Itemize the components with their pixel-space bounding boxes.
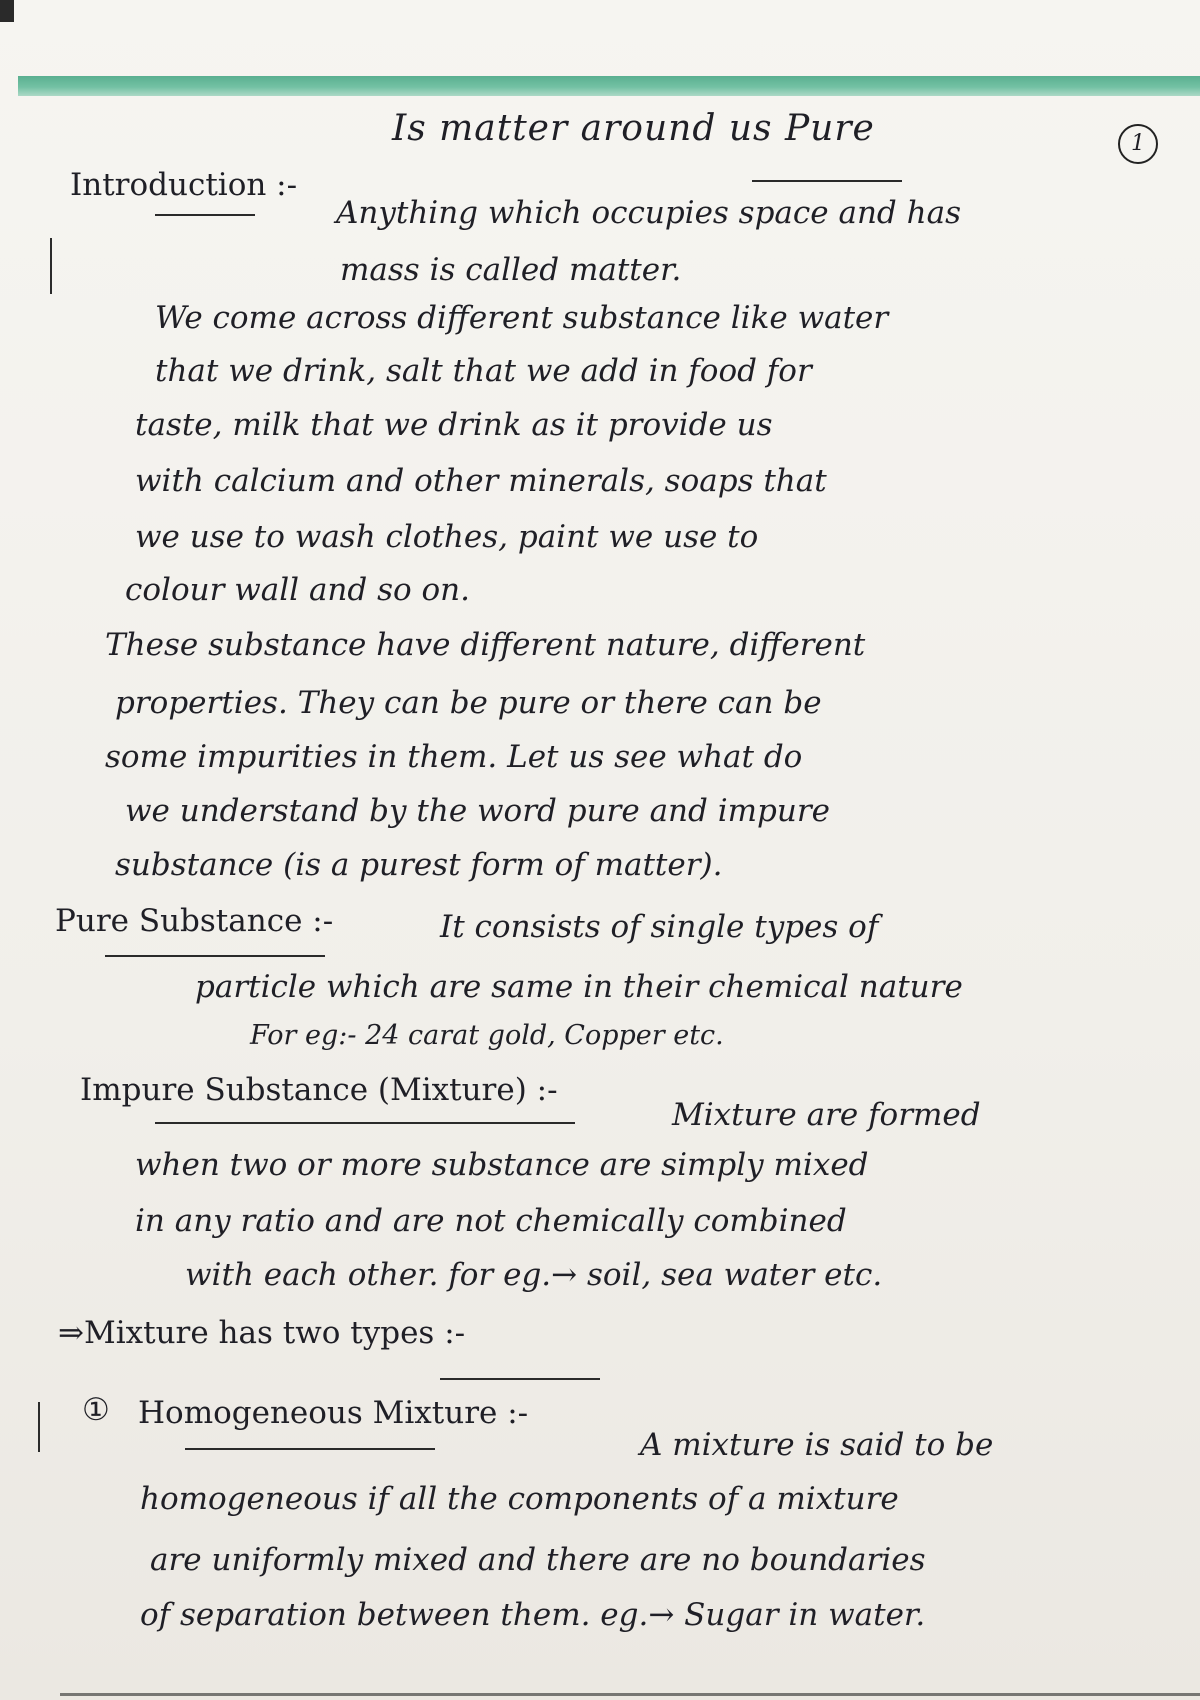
impure-heading-underline [155,1122,575,1124]
intro-line: properties. They can be pure or there can be [115,685,822,721]
impure-line: Mixture are formed [672,1097,981,1133]
pure-heading-underline [105,955,325,957]
intro-line: with calcium and other minerals, soaps that [135,463,827,499]
homogeneous-line: homogeneous if all the components of a mixture [140,1481,899,1517]
types-heading-underline [440,1378,600,1380]
intro-line: These substance have different nature, different [105,627,866,663]
pure-line: particle which are same in their chemical nature [195,969,963,1005]
intro-line: substance (is a purest form of matter). [115,847,723,883]
intro-line: We come across different substance like water [155,300,889,336]
margin-tick [50,238,52,294]
impure-line: in any ratio and are not chemically combined [135,1203,847,1239]
intro-line: that we drink, salt that we add in food for [155,353,812,389]
pure-line: For eg:- 24 carat gold, Copper etc. [250,1020,724,1051]
title-underline [752,180,902,182]
intro-line: we use to wash clothes, paint we use to [135,519,759,555]
page-number: 1 [1118,124,1158,164]
intro-line: taste, milk that we drink as it provide us [135,407,773,443]
intro-heading: Introduction :- [70,167,298,203]
homogeneous-line: of separation between them. eg.→ Sugar in water. [140,1597,926,1633]
homogeneous-heading: Homogeneous Mixture :- [138,1395,529,1431]
intro-line: colour wall and so on. [125,572,470,608]
homogeneous-line: A mixture is said to be [640,1427,994,1463]
homogeneous-line: are uniformly mixed and there are no boundaries [150,1542,926,1578]
intro-line: mass is called matter. [340,252,682,288]
margin-tick [38,1402,40,1452]
pure-heading: Pure Substance :- [55,903,334,939]
bottom-rule [60,1693,1200,1696]
page-title: Is matter around us Pure [392,108,875,149]
top-margin-band [18,76,1200,96]
page-corner-mark [0,0,14,22]
impure-heading: Impure Substance (Mixture) :- [80,1072,558,1108]
types-heading: ⇒Mixture has two types :- [58,1315,466,1351]
intro-line: we understand by the word pure and impure [125,793,830,829]
homogeneous-number: ① [82,1392,110,1428]
pure-line: It consists of single types of [440,909,879,945]
intro-line: some impurities in them. Let us see what do [105,739,803,775]
homogeneous-heading-underline [185,1448,435,1450]
impure-line: when two or more substance are simply mixed [135,1147,869,1183]
impure-line: with each other. for eg.→ soil, sea water etc. [185,1257,883,1293]
intro-line: Anything which occupies space and has [336,195,961,231]
intro-heading-underline [155,214,255,216]
